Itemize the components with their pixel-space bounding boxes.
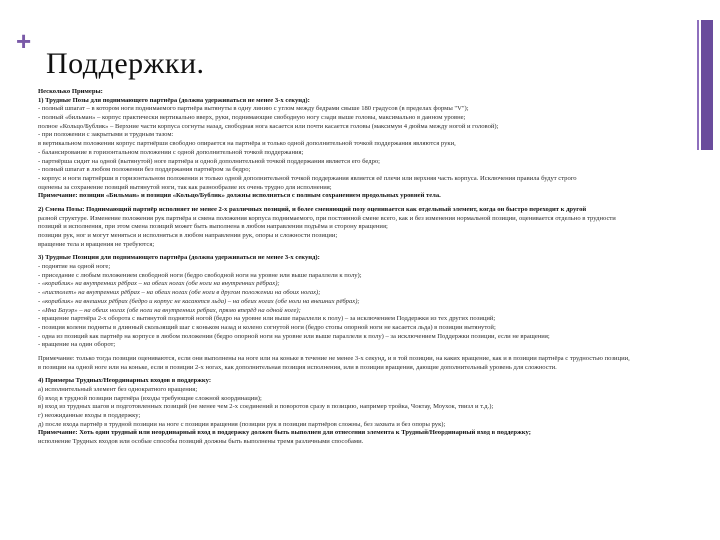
document-line: 3) Трудные Позиции для поднимающего партнёра (должна удерживаться не менее 3-х секунд): [38, 254, 320, 262]
document-line: разной структуре. Изменение положения рук партнёра и смена положения корпуса поднимаемого, при постоянной смене всего, как и без изменения нормальной позиции, оценивается отдельно в трудности [38, 214, 616, 222]
document-line: оценены за сохранение позиций вытянутой ноги, так как разнообразие их очень трудно для исполнения; [38, 183, 332, 191]
document-line: - «Ина Бауэр» – на обеих ногах (обе ноги на внутренних ребрах, прямо вперёд на одной ноге); [38, 306, 301, 314]
document-line: позиции рук, ног и могут меняться и исполняться в любом направлении рук, опоры и сложности позиции; [38, 232, 338, 239]
document-line: позиций и исполнения, при этом смена позиций может быть выполнена в любом направлении подъёма и сторону вращения; [38, 223, 388, 231]
decorative-bar-thin [697, 20, 699, 150]
document-line: - вращение партнёра 2-х оборота с вытянутой поднятой ногой (бедро на уровне или выше параллели к полу) – за исключением Поддержки из тех других позиций; [38, 315, 496, 323]
document-line: - поднятие на одной ноге; [38, 263, 111, 271]
document-line: - партнёрша сидит на одной (вытянутой) ноге партнёра и одной дополнительной точкой поддержания является его бедро; [38, 157, 381, 165]
document-scan [38, 88, 688, 540]
document-line: - «пистолет» на внутренних рёбрах – на обеих ногах (обе ноги в другом положении на обоих ногах); [38, 289, 321, 297]
document-line: исполнение Трудных входов или особые способы позиций должны быть выполнены тремя различными способами. [38, 438, 364, 446]
document-line: - балансирование в горизонтальном положении с одной дополнительной точкой поддержания; [38, 148, 304, 156]
document-line: - полный шпагат в любом положении без поддержания партнёром за бедро; [38, 166, 251, 174]
decorative-bars [697, 20, 713, 150]
document-line: в вертикальном положении корпус партнёрши свободно опирается на партнёра и только одной дополнительной точкой поддержания являются руки, [38, 140, 456, 148]
document-line: 4) Примеры Трудных/Неординарных входов в поддержку: [38, 377, 212, 385]
document-line: г) неожиданные входы в поддержку; [38, 412, 141, 420]
document-line: - полный шпагат – в котором ноги поднимаемого партнёра вытянуты в одну линию с углом между бедрами свыше 180 градусов (в пределах формы "V"); [38, 105, 469, 113]
document-line: - «кораблик» на внутренних рёбрах – на обеих ногах (обе ноги на внутренних рёбрах); [38, 280, 280, 288]
document-line: - «кораблик» на внешних рёбрах (бедро и корпус не касаются льда) – на обеих ногах (обе ноги на внешних рёбрах); [38, 297, 360, 305]
document-line: а) исполнительный элемент без однократного вращения; [38, 386, 198, 393]
document-line: - вращение на один оборот; [38, 341, 116, 349]
document-line: - полный «бильман» – корпус практически вертикально вверх, руки, поднимающие свободную ногу сзади выше головы, максимально в данном уровне; [38, 114, 466, 122]
document-line: в позиции на одной ноге или на коньке, если в позиции 2-х ногах, как дополнительная позиция исполнения, или в позиции вращения, дающие дополнительный уровень для сложности. [38, 363, 557, 371]
document-line: вращение тела и вращения не требуются; [38, 240, 155, 248]
document-line: 2) Смена Позы: Поднимающий партнёр исполняет не менее 2-х различных позиций, и более сменяющий позу оценивается как отдельный элемент, когда он быстро переходит к другой [38, 205, 587, 213]
document-line: Примечание: только тогда позиции оцениваются, если они выполнены на ноге или на коньке в течение не менее 3-х секунд, и в той позиции, на каких вращение, как и в позиции партнёра с трудностью позиции, [38, 354, 630, 362]
slide-title: Поддержки. [46, 47, 205, 80]
document-line: Примечание: Хоть один трудный или неординарный вход в поддержку должен быть выполнен для отнесения элемента к Трудный/Неординарный вход в поддержку; [38, 429, 531, 437]
plus-icon: + [16, 26, 32, 56]
document-line: Несколько Примеры: [38, 88, 103, 95]
document-line: д) после входа партнёр в трудной позиции на ноге с позиции вращения (позиции рук в позиции партнёров сложны, без захвата и без опоры рук); [38, 420, 446, 428]
document-line: в) вход из трудных шагов и подготовленных позиций (не менее чем 2-х соединений и поворотов сразу в позицию, например тройка, Чоктау, Моухок, твизл и т.д.); [38, 403, 494, 411]
document-line: - корпус и ноги партнёрши в горизонтальном положении и только одной дополнительной точкой поддержания является её плечи или верхняя часть корпуса. Исключения правила будут строго [38, 174, 577, 182]
document-line: - при положении с закрытыми и трудным тазом: [38, 131, 174, 139]
document-line: б) вход в трудной позиции партнёра (входы требующие сложной координации); [38, 394, 262, 402]
document-line: Примечание: позиции «Бильман» и позиция «Кольцо/Бублик» должны исполняться с полным сохранением продольных уровней тела. [38, 192, 441, 200]
document-line: - приседание с любым положением свободной ноги (бедро свободной ноги на уровне или выше параллели к полу); [38, 271, 362, 279]
decorative-bar-thick [701, 20, 713, 150]
document-line: 1) Трудные Позы для поднимающего партнёра (должна удерживаться не менее 3-х секунд): [38, 96, 310, 104]
document-line: полное «Кольцо/Бублик» – Верхние части корпуса согнуты назад, свободная нога касается или почти касается головы (максимум 4 дюйма между ногой и головой); [38, 122, 499, 130]
document-line: - одна из позиций как партнёр на корпусе в любом положении (бедро опорной ноги на уровне или выше параллели к полу) – за исключением Поддержки позиции, если не вращения; [38, 332, 550, 340]
document-line: - позиция колени подняты в длинный скользящий шаг с коньком назад и колено согнутой ноги (бедро стопы опорной ноги не касается льда) в позиции вытянутой; [38, 323, 496, 331]
